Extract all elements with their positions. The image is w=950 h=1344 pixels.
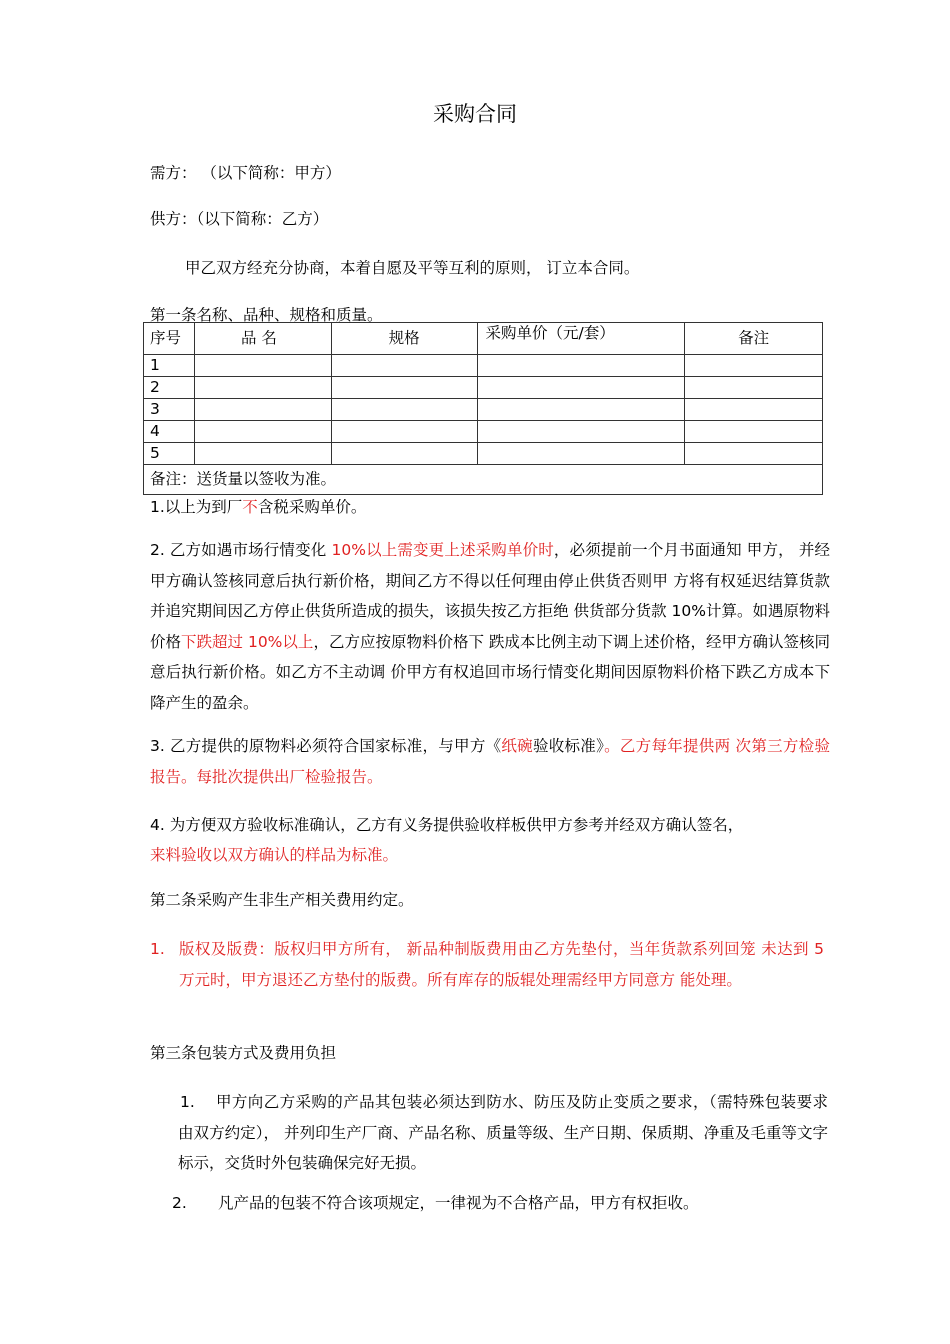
cell [477, 355, 685, 377]
cell [685, 399, 823, 421]
article3-item-text: 甲方向乙方采购的产品其包装必须达到防水、防压及防止变质之要求，（需特殊包装要求由双方约定）， 并列印生产厂商、产品名称、质量等级、生产日期、保质期、净重及毛重等文字标示，交货时外包装确保完好无损。 [178, 1093, 828, 1172]
clause-3 [150, 731, 830, 792]
clause-3-emphasis: 纸碗 [501, 737, 533, 755]
article2-item-number: 1. [150, 940, 165, 958]
cell [685, 421, 823, 443]
clause-2-text-mid: ，必须提前一个月书面通知 甲方， 并经甲方确认签核同意后执行新价格，期间乙方不得以任何理由停止供货否则甲 方将有权延迟结算货款并追究期间因乙方停止供货所造成的损失，该损失按乙方拒绝 供货部分货款 10%计算。如遇原物料价格 [150, 541, 830, 651]
intro-paragraph: 甲乙双方经充分协商，本着自愿及平等互利的原则， 订立本合同。 [185, 259, 640, 277]
clause-3-emphasis-2: 。乙方每年提供两 次第三方检验报告。每批次提供出厂检验报告。 [150, 737, 830, 786]
cell [477, 399, 685, 421]
article1-heading: 第一条名称、品种、规格和质量。 [150, 306, 383, 324]
row-index: 1 [144, 355, 195, 377]
cell [685, 377, 823, 399]
clause-1-text: 1.以上为到厂 [150, 498, 243, 516]
table-row [144, 443, 823, 465]
clause-1 [150, 492, 366, 522]
article3-item-number: 2. [172, 1194, 187, 1212]
article2-heading: 第二条采购产生非生产相关费用约定。 [150, 891, 414, 909]
header-unit-price: 采购单价（元/套） [477, 323, 685, 355]
cell [194, 399, 331, 421]
table-note: 备注：送货量以签收为准。 [144, 465, 823, 495]
page-title: 采购合同 [433, 102, 517, 126]
cell [477, 377, 685, 399]
header-product-name: 品 名 [194, 323, 331, 355]
clause-4-emphasis: 来料验收以双方确认的样品为标准。 [150, 846, 399, 864]
cell [194, 443, 331, 465]
cell [331, 421, 477, 443]
clause-2-emphasis: 10%以上需变更上述采购单价时 [331, 541, 554, 559]
table-row [144, 377, 823, 399]
row-index: 5 [144, 443, 195, 465]
clause-2-text: 2. 乙方如遇市场行情变化 [150, 541, 332, 559]
clause-4-line1: 4. 为方便双方验收标准确认，乙方有义务提供验收样板供甲方参考并经双方确认签名， [150, 816, 744, 834]
article3-item-number: 1. [180, 1093, 195, 1111]
table-note-row [144, 465, 823, 495]
row-index: 3 [144, 399, 195, 421]
cell [477, 443, 685, 465]
clause-2-emphasis-2: 下跌超过 10%以上 [181, 632, 314, 651]
header-spec: 规格 [331, 323, 477, 355]
clause-2 [150, 535, 830, 718]
table-row [144, 399, 823, 421]
table-header-row [144, 323, 823, 355]
cell [477, 421, 685, 443]
cell [685, 443, 823, 465]
article3-heading: 第三条包装方式及费用负担 [150, 1044, 337, 1062]
buyer-line: 需方： （以下简称：甲方） [150, 164, 341, 182]
cell [194, 377, 331, 399]
spec-table [143, 322, 823, 495]
row-index: 2 [144, 377, 195, 399]
row-index: 4 [144, 421, 195, 443]
cell [194, 421, 331, 443]
header-index: 序号 [144, 323, 195, 355]
article2-item-text: 版权及版费：版权归甲方所有， 新品种制版费用由乙方先垫付，当年货款系列回笼 未达到 5 万元时，甲方退还乙方垫付的版费。所有库存的版辊处理需经甲方同意方 能处理。 [179, 940, 824, 989]
clause-3-text-mid: 验收标准》 [532, 737, 605, 755]
clause-2-text-end: ，乙方应按原物料价格下 跌成本比例主动下调上述价格，经甲方确认签核同意后执行新价格。如乙方不主动调 价甲方有权追回市场行情变化期间因原物料价格下跌乙方成本下降产生的盈余。 [150, 632, 830, 712]
clause-1-text-end: 含税采购单价。 [257, 498, 367, 516]
table-row [144, 421, 823, 443]
cell [194, 355, 331, 377]
header-remarks: 备注 [685, 323, 823, 355]
article3-item-text: 凡产品的包装不符合该项规定，一律视为不合格产品，甲方有权拒收。 [218, 1194, 699, 1212]
cell [331, 443, 477, 465]
cell [331, 399, 477, 421]
cell [685, 355, 823, 377]
clause-3-text: 3. 乙方提供的原物料必须符合国家标准，与甲方《 [150, 737, 502, 755]
cell [331, 355, 477, 377]
clause-1-emphasis: 不 [242, 498, 258, 516]
table-row [144, 355, 823, 377]
supplier-line: 供方：（以下简称：乙方） [150, 210, 329, 228]
cell [331, 377, 477, 399]
